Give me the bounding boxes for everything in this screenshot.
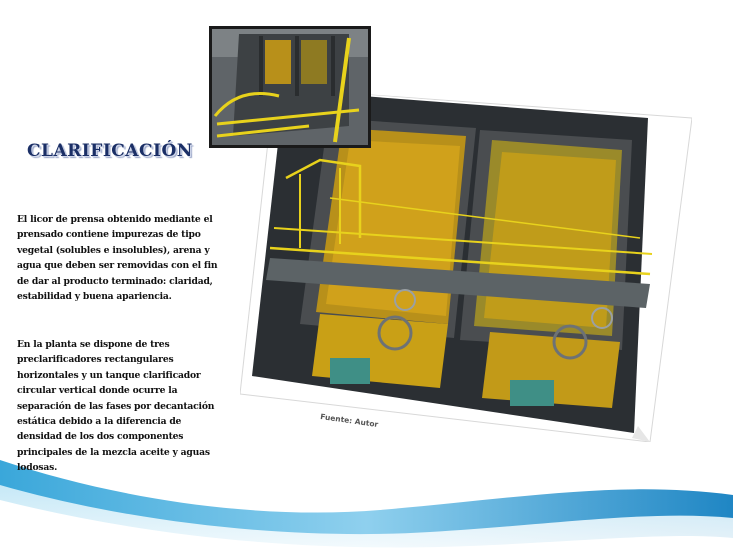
tank-detail-photo [209, 26, 371, 148]
photo-caption: Fuente: Autor [319, 412, 379, 430]
intro-paragraph: El licor de prensa obtenido mediante el prensado contiene impurezas de tipo vegetal (solubles e insolubles), arena y agua que deben ser removidas con el fin de dar al producto terminado: claridad, estabilidad y buena apariencia. [17, 214, 218, 303]
process-paragraph: En la planta se dispone de tres preclarificadores rectangulares horizontales y un tanque clarificador circular vertical donde ocurre la separación de las fases por decantación estática debido a la diferencia de densidad de los dos componentes principales de la mezcla aceite y aguas lodosas. [17, 339, 215, 474]
slide-title: CLARIFICACIÓN [27, 141, 193, 161]
